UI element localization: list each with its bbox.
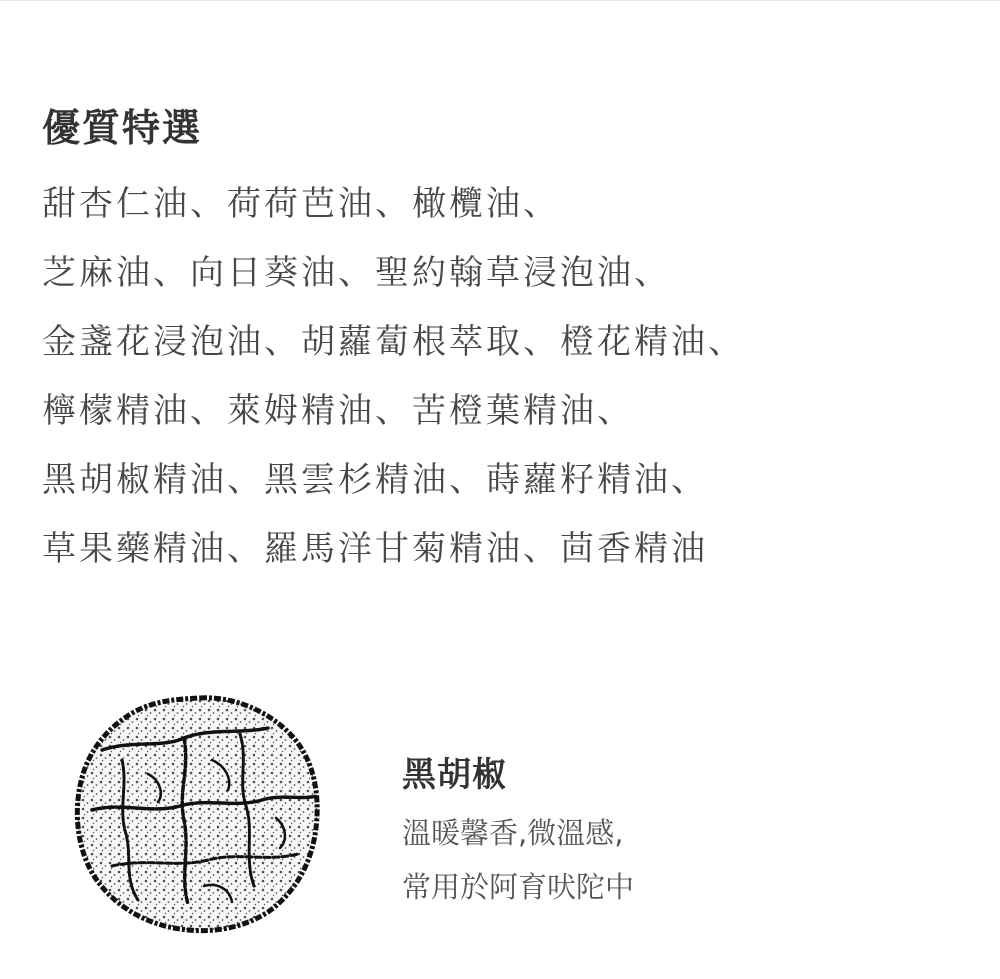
feature-name: 黑胡椒 [402,755,507,795]
ingredient-line: 黑胡椒精油、黑雲杉精油、蒔蘿籽精油、 [42,460,708,500]
section-title: 優質特選 [42,106,203,150]
top-divider [0,0,1000,1]
ingredient-line: 金盞花浸泡油、胡蘿蔔根萃取、橙花精油、 [42,322,745,362]
black-peppercorn-illustration [72,690,324,935]
feature-description-line: 溫暖馨香,微溫感, [402,816,624,850]
ingredient-line: 檸檬精油、萊姆精油、苦橙葉精油、 [42,391,634,431]
ingredient-line: 甜杏仁油、荷荷芭油、橄欖油、 [42,184,560,224]
ingredient-list [42,170,962,584]
feature-description [402,806,902,914]
ingredient-line: 芝麻油、向日葵油、聖約翰草浸泡油、 [42,253,671,293]
ingredient-line: 草果藥精油、羅馬洋甘菊精油、茴香精油 [42,529,708,569]
feature-description-line: 常用於阿育吠陀中 [402,870,635,904]
